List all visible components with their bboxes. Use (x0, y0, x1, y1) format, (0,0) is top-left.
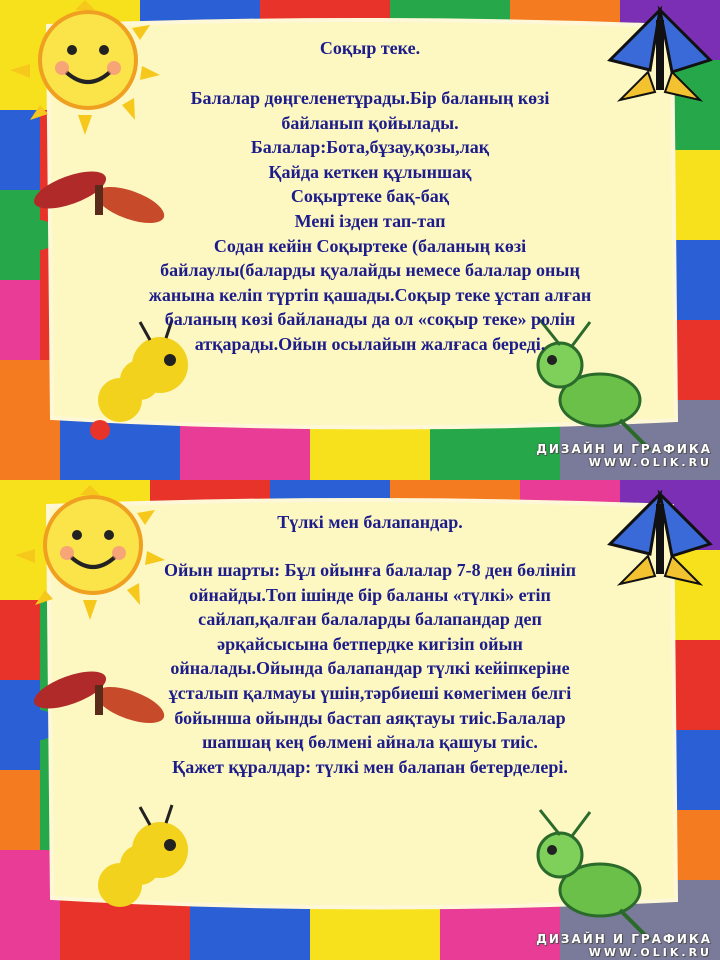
credit-watermark (536, 442, 712, 470)
slide-title: Соқыр теке. (319, 38, 421, 58)
text-line: жанына келіп түртіп қашады.Соқыр теке ұстап алған (148, 284, 592, 305)
text-line: баланың көзі байланады да ол «соқыр теке» ролін (164, 309, 576, 330)
credit-line: ДИЗАЙН И ГРАФИКА (536, 442, 712, 456)
text-line: ойналады.Ойында балапандар түлкі кейіпкеріне (170, 658, 570, 679)
credit-line: ДИЗАЙН И ГРАФИКА (536, 932, 712, 946)
text-line: Балалар дөңгеленетұрады.Бір баланың көзі (190, 88, 550, 108)
text-line: ұсталып қалмауы үшін,тәрбиеші көмегімен белгі (168, 682, 572, 703)
text-line: Қажет құралдар: түлкі мен балапан бетерделері. (172, 756, 568, 777)
text-line: шапшаң кең бөлмені айнала қашуы тиіс. (202, 732, 538, 753)
slide-title: Түлкі мен балапандар. (277, 512, 463, 532)
credit-url: WWW.OLIK.RU (588, 456, 712, 469)
text-line: Соқыртеке бақ-бақ (290, 186, 450, 207)
text-line: Қайда кеткен құлыншақ (268, 161, 472, 182)
text-line: әрқайсысына бетпердке кигізіп ойын (217, 633, 523, 654)
text-line: Ойын шарты: Бұл ойынға балалар 7-8 ден бөлініп (164, 560, 576, 580)
text-line: Балалар:Бота,бұзау,қозы,лақ (250, 137, 490, 158)
text-line: байлаулы(баларды қуалайды немесе балалар оның (160, 260, 580, 281)
slide-tulki-men-balapandar (0, 480, 720, 960)
slide-text (100, 510, 640, 779)
credit-url: WWW.OLIK.RU (588, 946, 712, 959)
text-line: Содан кейін Соқыртеке (баланың көзі (213, 235, 527, 256)
text-line: атқарады.Ойын осылайын жалғаса береді. (194, 333, 546, 354)
text-line: Мені ізден тап-тап (294, 210, 446, 231)
credit-watermark (536, 932, 712, 960)
text-line: сайлап,қалған балаларды балапандар деп (198, 609, 542, 630)
text-line: ойнайды.Топ ішінде бір баланы «түлкі» етіп (189, 584, 551, 605)
text-line: бойынша ойынды бастап аяқтауы тиіс.Балалар (174, 707, 566, 728)
text-line: байланып қойылады. (281, 112, 459, 133)
slide-text (100, 36, 640, 357)
